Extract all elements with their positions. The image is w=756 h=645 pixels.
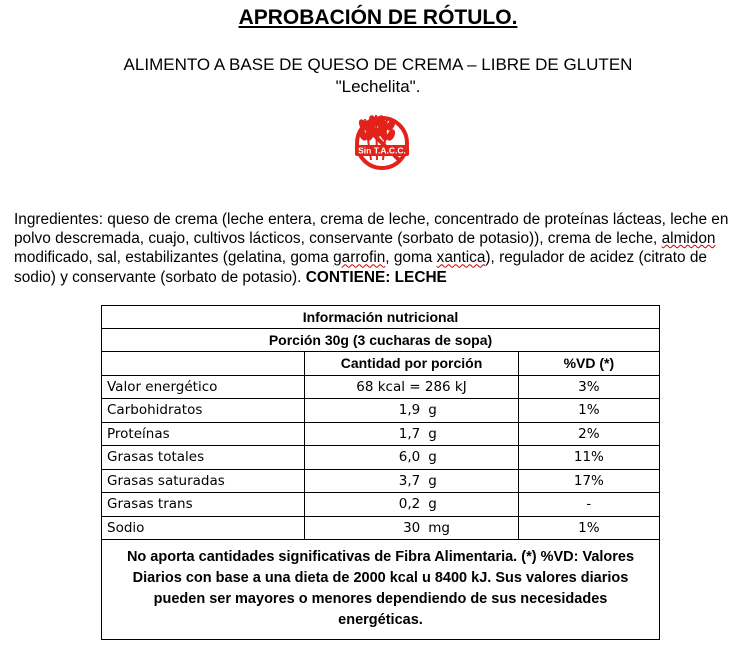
nutrient-amount: 3,7 <box>398 472 421 489</box>
table-row <box>102 469 660 493</box>
allergen-warning: CONTIENE: LECHE <box>305 268 447 286</box>
portion-size: Porción 30g (3 cucharas de sopa) <box>102 329 660 352</box>
nutrient-amount: 68 kcal = 286 kJ <box>356 378 467 395</box>
logo-text: Sin T.A.C.C. <box>358 145 406 156</box>
header-blank <box>102 352 305 376</box>
page-title: APROBACIÓN DE RÓTULO. <box>238 6 518 29</box>
nutrient-vd: 11% <box>518 446 659 470</box>
nutrient-vd: 1% <box>518 516 659 540</box>
nutrient-vd: 2% <box>518 422 659 446</box>
table-row <box>102 375 660 399</box>
table-row <box>102 422 660 446</box>
table-row <box>102 516 660 540</box>
nutrient-name: Sodio <box>102 516 305 540</box>
product-name: "Lechelita". <box>335 77 421 96</box>
nutrient-amount: 1,7 <box>398 425 421 442</box>
nutrient-amount: 1,9 <box>398 402 421 419</box>
sin-tacc-logo <box>351 113 413 171</box>
nutrient-vd: 17% <box>518 469 659 493</box>
nutrient-name: Grasas saturadas <box>102 469 305 493</box>
nutrient-amount: 30 <box>403 519 421 536</box>
table-title: Información nutricional <box>102 306 660 329</box>
ingredients-text: Ingredientes: queso de crema (leche entera, crema de leche, concentrado de proteínas lácteas, leche en polvo descremada, cuajo, cultivos lácticos, conservante (sorbato de potasio)), crema de leche, almidon modificado, sal, estabilizantes (gelatina, goma garrofin, goma xantica), regulador de acidez (citrato de sodio) y conservante (sorbato de potasio). CONTIENE: LECHE <box>14 211 729 286</box>
header-vd: %VD (*) <box>518 352 659 376</box>
table-footnote: No aporta cantidades significativas de Fibra Alimentaria. (*) %VD: Valores Diarios con base a una dieta de 2000 kcal u 8400 kJ. Sus valores diarios pueden ser mayores o menores dependiendo de sus necesidades energéticas. <box>102 540 660 640</box>
nutrient-amount: 6,0 <box>398 449 421 466</box>
nutrient-name: Valor energético <box>102 375 305 399</box>
nutrient-name: Proteínas <box>102 422 305 446</box>
nutrient-unit: g <box>428 425 437 442</box>
nutrient-unit: mg <box>428 519 451 536</box>
product-type: ALIMENTO A BASE DE QUESO DE CREMA – LIBRE DE GLUTEN <box>123 55 633 74</box>
table-row <box>102 493 660 517</box>
nutrient-vd: - <box>518 493 659 517</box>
nutrient-name: Grasas trans <box>102 493 305 517</box>
product-description <box>0 54 756 98</box>
header-amount: Cantidad por porción <box>305 352 518 376</box>
nutrient-unit: g <box>428 402 437 419</box>
nutrient-unit: g <box>428 496 437 513</box>
table-row <box>102 446 660 470</box>
nutrient-amount: 0,2 <box>398 496 421 513</box>
nutrient-unit: g <box>428 449 437 466</box>
nutrient-vd: 3% <box>518 375 659 399</box>
nutrition-table <box>101 305 660 640</box>
nutrient-name: Carbohidratos <box>102 399 305 423</box>
nutrient-name: Grasas totales <box>102 446 305 470</box>
nutrient-vd: 1% <box>518 399 659 423</box>
table-row <box>102 399 660 423</box>
nutrient-unit: g <box>428 472 437 489</box>
